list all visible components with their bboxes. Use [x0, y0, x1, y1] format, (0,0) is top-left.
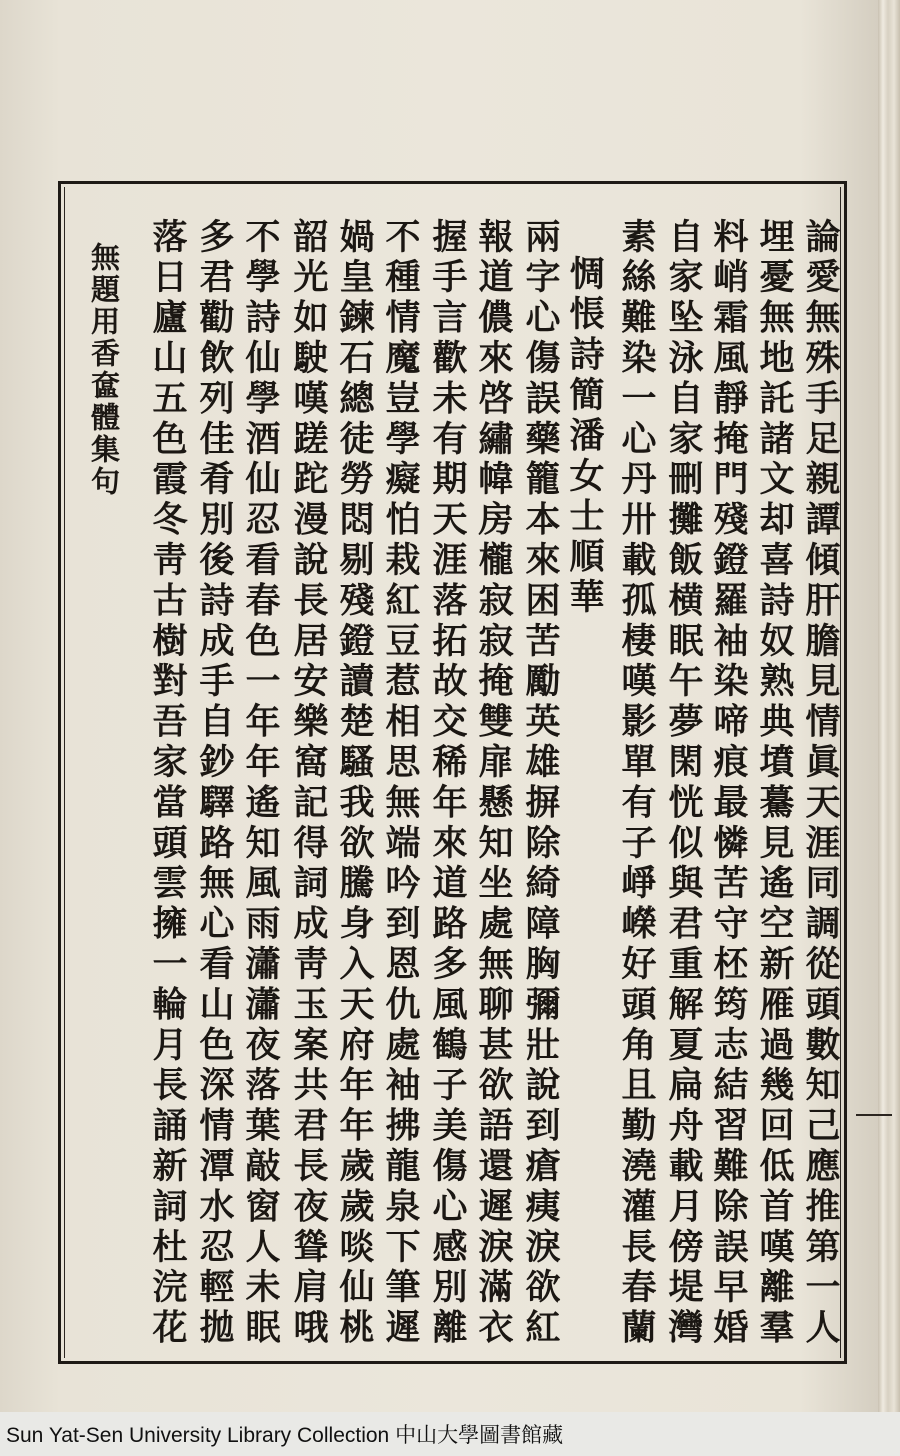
- text-column: 不學詩仙學酒仙忍看春色一年年遙知風雨瀟瀟夜落葉敲窗人未眠: [240, 218, 281, 1350]
- text-column: 落日廬山五色霞冬靑古樹對吾家當頭雲擁一輪月長誦新詞杜浣花: [147, 218, 188, 1350]
- text-column: 報道儂來啓繡幃房櫳寂寂掩雙扉懸知坐處無聊甚欲語還遲淚滿衣: [473, 218, 514, 1350]
- text-column: 握手言歡未有期天涯落拓故交稀年來道路多風鶴子美傷心感別離: [427, 218, 468, 1350]
- section-heading: 無題用香奩體集句: [87, 242, 121, 498]
- text-column: 多君勸飲列佳肴別後詩成手自鈔驛路無心看山色深情潭水忍輕拋: [194, 218, 235, 1350]
- text-column: 不種情魔豈學癡怕栽紅豆惹相思無端吟到恩仇處袖拂龍泉下筆遲: [380, 218, 421, 1350]
- text-column: 料峭霜風靜掩門殘鐙羅袖染啼痕最憐苦守柸筠志結習難除誤早婚: [708, 218, 749, 1350]
- text-column: 素絲難染一心丹卅載孤棲嘆影單有子崢嶸好頭角且勤澆灌長春蘭: [616, 218, 657, 1350]
- text-column: 自家坠泳自家刪攤飯横眠午夢閑恍似與君重解夏扁舟載月傍堤灣: [663, 218, 704, 1350]
- library-credit: Sun Yat-Sen University Library Collection 中山大學圖書館藏: [6, 1424, 564, 1447]
- page-edge-mark: [856, 1114, 892, 1116]
- text-column: 媧皇鍊石總徒勞悶剔殘鐙讀楚騷我欲騰身入天府年年歲歲啖仙桃: [334, 218, 375, 1350]
- page-edge: [878, 0, 900, 1412]
- text-column: 埋憂無地託諸文却喜詩奴熟典墳驀見遙空新雁過幾回低首嘆離羣: [754, 218, 795, 1350]
- poem-title: 惆悵詩簡潘女士順華: [564, 255, 605, 619]
- text-column: 論愛無殊手足親譚傾肝膽見情眞天涯同調從頭數知己應推第一人: [800, 218, 841, 1350]
- text-column: 韶光如駛嘆蹉跎漫說長居安樂窩記得詞成靑玉案共君長夜聳肩哦: [288, 218, 329, 1350]
- text-column: 兩字心傷誤藥籠本來困苦勵英雄摒除綺障胸彌壯說到瘡痍淚欲紅: [520, 218, 561, 1350]
